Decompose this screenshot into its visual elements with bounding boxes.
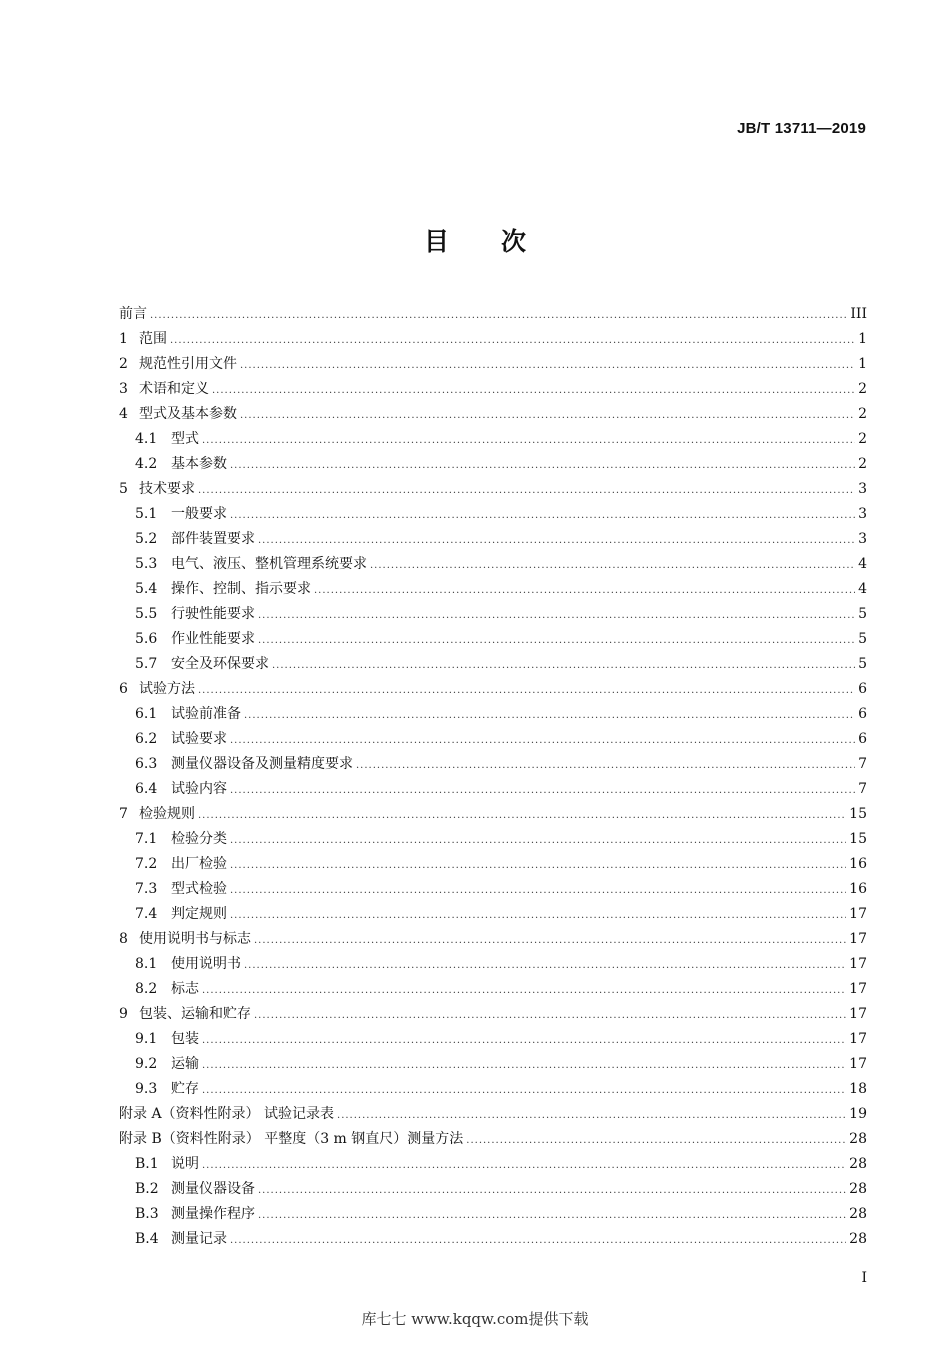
toc-entry-number: 1 xyxy=(119,331,128,347)
toc-entry-label: 出厂检验 xyxy=(171,856,227,872)
toc-leader-dots xyxy=(314,578,855,603)
toc-entry-page: 17 xyxy=(849,931,867,947)
toc-entry-page: 17 xyxy=(849,906,867,922)
toc-entry-page: 15 xyxy=(849,831,867,847)
toc-leader-dots xyxy=(258,628,855,653)
toc-entry-label: 部件装置要求 xyxy=(171,531,255,547)
toc-leader-dots xyxy=(230,853,846,878)
toc-leader-dots xyxy=(254,928,846,953)
toc-entry-number: 5 xyxy=(119,481,128,497)
toc-entry-number: 7.2 xyxy=(135,856,158,872)
toc-entry[interactable] xyxy=(119,702,867,727)
toc-entry-label: 包装 xyxy=(171,1031,199,1047)
toc-leader-dots xyxy=(170,328,855,353)
toc-entry-page: 16 xyxy=(849,881,867,897)
toc-entry-number: 9.3 xyxy=(135,1081,158,1097)
toc-leader-dots xyxy=(230,878,846,903)
toc-entry[interactable] xyxy=(119,1177,867,1202)
toc-entry-page: 28 xyxy=(849,1156,867,1172)
toc-entry[interactable] xyxy=(119,477,867,502)
toc-entry-label: 行驶性能要求 xyxy=(171,606,255,622)
toc-entry[interactable] xyxy=(119,402,867,427)
toc-entry-number: 5.3 xyxy=(135,556,158,572)
toc-leader-dots xyxy=(198,803,846,828)
toc-entry[interactable] xyxy=(119,652,867,677)
toc-entry[interactable] xyxy=(119,302,867,327)
toc-entry-page: 15 xyxy=(849,806,867,822)
toc-leader-dots xyxy=(240,403,855,428)
toc-entry-page: 19 xyxy=(849,1106,867,1122)
toc-leader-dots xyxy=(212,378,855,403)
toc-entry-page: 5 xyxy=(858,631,867,647)
toc-leader-dots xyxy=(258,603,855,628)
toc-entry-page: 28 xyxy=(849,1231,867,1247)
toc-entry[interactable] xyxy=(119,902,867,927)
toc-entry[interactable] xyxy=(119,1077,867,1102)
toc-entry[interactable] xyxy=(119,352,867,377)
toc-leader-dots xyxy=(230,1228,846,1253)
toc-entry-number: 8 xyxy=(119,931,128,947)
toc-entry-label: 电气、液压、整机管理系统要求 xyxy=(171,556,367,572)
toc-entry[interactable] xyxy=(119,1027,867,1052)
toc-entry-label: 基本参数 xyxy=(171,456,227,472)
toc-entry[interactable] xyxy=(119,1152,867,1177)
toc-entry-label: 使用说明书与标志 xyxy=(139,931,251,947)
toc-entry-label: 检验分类 xyxy=(171,831,227,847)
toc-entry[interactable] xyxy=(119,1127,867,1152)
toc-entry-label: 试验要求 xyxy=(171,731,227,747)
toc-leader-dots xyxy=(230,828,846,853)
toc-leader-dots xyxy=(230,778,855,803)
toc-entry[interactable] xyxy=(119,377,867,402)
toc-entry[interactable] xyxy=(119,802,867,827)
toc-leader-dots xyxy=(202,428,855,453)
toc-entry-number: B.1 xyxy=(135,1156,159,1172)
toc-entry[interactable] xyxy=(119,1227,867,1252)
toc-entry-label: 测量仪器设备及测量精度要求 xyxy=(171,756,353,772)
toc-entry-number: 6 xyxy=(119,681,128,697)
toc-entry-number: 3 xyxy=(119,381,128,397)
toc-leader-dots xyxy=(230,453,855,478)
toc-entry-number: 6.2 xyxy=(135,731,158,747)
page-title: 目次 xyxy=(423,227,578,256)
toc-entry-label: 包装、运输和贮存 xyxy=(139,1006,251,1022)
toc-entry-number: 7.1 xyxy=(135,831,158,847)
table-of-contents xyxy=(119,302,867,1252)
toc-entry-page: 1 xyxy=(858,331,867,347)
toc-leader-dots xyxy=(230,728,855,753)
toc-entry-label: 术语和定义 xyxy=(139,381,209,397)
toc-entry[interactable] xyxy=(119,1002,867,1027)
toc-entry-page: 28 xyxy=(849,1181,867,1197)
toc-leader-dots xyxy=(244,703,855,728)
toc-entry[interactable] xyxy=(119,452,867,477)
toc-entry-page: 2 xyxy=(858,406,867,422)
toc-entry-label: 贮存 xyxy=(171,1081,199,1097)
toc-entry-label: 附录 A（资料性附录） 试验记录表 xyxy=(119,1106,335,1122)
toc-leader-dots xyxy=(258,1178,846,1203)
toc-entry-page: 17 xyxy=(849,1006,867,1022)
toc-leader-dots xyxy=(370,553,855,578)
toc-entry-number: 4.1 xyxy=(135,431,158,447)
toc-leader-dots xyxy=(356,753,855,778)
toc-entry-page: 6 xyxy=(858,706,867,722)
toc-entry-page: 17 xyxy=(849,1031,867,1047)
toc-entry[interactable] xyxy=(119,677,867,702)
toc-entry-label: 使用说明书 xyxy=(171,956,241,972)
toc-entry-number: 7.3 xyxy=(135,881,158,897)
toc-entry-label: 范围 xyxy=(139,331,167,347)
toc-entry-number: 9.1 xyxy=(135,1031,158,1047)
toc-leader-dots xyxy=(150,303,847,328)
toc-entry[interactable] xyxy=(119,877,867,902)
toc-entry-label: 测量仪器设备 xyxy=(171,1181,255,1197)
toc-entry-page: 4 xyxy=(858,556,867,572)
toc-entry-label: 操作、控制、指示要求 xyxy=(171,581,311,597)
toc-leader-dots xyxy=(198,478,855,503)
toc-leader-dots xyxy=(202,1028,846,1053)
toc-entry-page: 3 xyxy=(858,481,867,497)
toc-entry[interactable] xyxy=(119,627,867,652)
toc-entry-label: 型式 xyxy=(171,431,199,447)
toc-entry-page: 2 xyxy=(858,456,867,472)
toc-entry[interactable] xyxy=(119,827,867,852)
toc-entry-label: 测量记录 xyxy=(171,1231,227,1247)
toc-entry-page: 17 xyxy=(849,981,867,997)
toc-entry-label: 作业性能要求 xyxy=(171,631,255,647)
toc-leader-dots xyxy=(244,953,846,978)
toc-entry-label: 判定规则 xyxy=(171,906,227,922)
toc-entry-number: 2 xyxy=(119,356,128,372)
toc-leader-dots xyxy=(198,678,855,703)
toc-entry-number: B.4 xyxy=(135,1231,159,1247)
toc-leader-dots xyxy=(337,1103,846,1128)
toc-entry-page: III xyxy=(850,306,867,322)
toc-entry-page: 5 xyxy=(858,606,867,622)
toc-entry-number: 5.4 xyxy=(135,581,158,597)
toc-entry-number: 6.1 xyxy=(135,706,158,722)
toc-entry-page: 16 xyxy=(849,856,867,872)
toc-entry[interactable] xyxy=(119,727,867,752)
toc-entry[interactable] xyxy=(119,977,867,1002)
toc-entry-page: 28 xyxy=(849,1206,867,1222)
toc-entry[interactable] xyxy=(119,327,867,352)
toc-entry-number: 5.2 xyxy=(135,531,158,547)
toc-entry[interactable] xyxy=(119,777,867,802)
toc-entry[interactable] xyxy=(119,552,867,577)
toc-entry-number: 6.4 xyxy=(135,781,158,797)
toc-entry[interactable] xyxy=(119,502,867,527)
toc-leader-dots xyxy=(202,978,846,1003)
toc-entry[interactable] xyxy=(119,577,867,602)
toc-entry-page: 17 xyxy=(849,956,867,972)
toc-entry-label: 说明 xyxy=(171,1156,199,1172)
toc-leader-dots xyxy=(254,1003,846,1028)
toc-entry-page: 17 xyxy=(849,1056,867,1072)
toc-entry-page: 2 xyxy=(858,381,867,397)
toc-entry-number: 9.2 xyxy=(135,1056,158,1072)
toc-entry-number: 5.7 xyxy=(135,656,158,672)
toc-leader-dots xyxy=(240,353,855,378)
toc-entry[interactable] xyxy=(119,427,867,452)
toc-entry-page: 7 xyxy=(858,756,867,772)
toc-leader-dots xyxy=(230,503,855,528)
toc-entry-number: 4 xyxy=(119,406,128,422)
toc-entry[interactable] xyxy=(119,527,867,552)
toc-entry-label: 一般要求 xyxy=(171,506,227,522)
toc-entry-number: 7 xyxy=(119,806,128,822)
toc-entry[interactable] xyxy=(119,927,867,952)
toc-leader-dots xyxy=(202,1053,846,1078)
toc-entry-number: B.2 xyxy=(135,1181,159,1197)
toc-entry-number: 4.2 xyxy=(135,456,158,472)
toc-entry-label: 安全及环保要求 xyxy=(171,656,269,672)
toc-entry-label: 型式及基本参数 xyxy=(139,406,237,422)
page-number: I xyxy=(861,1270,867,1286)
toc-entry-page: 5 xyxy=(858,656,867,672)
toc-entry[interactable] xyxy=(119,1202,867,1227)
toc-leader-dots xyxy=(230,903,846,928)
toc-entry-label: 技术要求 xyxy=(139,481,195,497)
toc-entry-page: 28 xyxy=(849,1131,867,1147)
toc-entry[interactable] xyxy=(119,602,867,627)
toc-entry[interactable] xyxy=(119,952,867,977)
toc-entry-label: 运输 xyxy=(171,1056,199,1072)
toc-entry-number: 9 xyxy=(119,1006,128,1022)
toc-entry-label: 附录 B（资料性附录） 平整度（3 m 钢直尺）测量方法 xyxy=(119,1131,464,1147)
download-footer: 库七七 www.kqqw.com提供下载 xyxy=(361,1310,589,1328)
standard-code: JB/T 13711—2019 xyxy=(737,120,866,137)
toc-entry-label: 试验方法 xyxy=(139,681,195,697)
toc-leader-dots xyxy=(258,1203,846,1228)
toc-entry[interactable] xyxy=(119,1102,867,1127)
toc-entry-label: 检验规则 xyxy=(139,806,195,822)
toc-entry-number: 5.5 xyxy=(135,606,158,622)
toc-entry-number: 8.1 xyxy=(135,956,158,972)
toc-entry-page: 3 xyxy=(858,506,867,522)
toc-entry-number: 5.6 xyxy=(135,631,158,647)
toc-leader-dots xyxy=(202,1153,846,1178)
toc-entry-page: 6 xyxy=(858,681,867,697)
toc-entry-page: 1 xyxy=(858,356,867,372)
toc-entry-number: 6.3 xyxy=(135,756,158,772)
toc-entry-number: 7.4 xyxy=(135,906,158,922)
toc-leader-dots xyxy=(466,1128,846,1153)
toc-entry-number: B.3 xyxy=(135,1206,159,1222)
toc-leader-dots xyxy=(272,653,855,678)
toc-entry[interactable] xyxy=(119,852,867,877)
toc-entry-page: 4 xyxy=(858,581,867,597)
toc-entry-number: 8.2 xyxy=(135,981,158,997)
toc-entry-page: 7 xyxy=(858,781,867,797)
toc-entry-page: 3 xyxy=(858,531,867,547)
toc-entry[interactable] xyxy=(119,1052,867,1077)
toc-entry-page: 6 xyxy=(858,731,867,747)
toc-entry-label: 规范性引用文件 xyxy=(139,356,237,372)
toc-entry-label: 前言 xyxy=(119,306,147,322)
toc-entry-label: 型式检验 xyxy=(171,881,227,897)
toc-entry-label: 测量操作程序 xyxy=(171,1206,255,1222)
toc-entry[interactable] xyxy=(119,752,867,777)
toc-entry-page: 2 xyxy=(858,431,867,447)
toc-entry-number: 5.1 xyxy=(135,506,158,522)
toc-entry-page: 18 xyxy=(849,1081,867,1097)
toc-entry-label: 标志 xyxy=(171,981,199,997)
toc-entry-label: 试验内容 xyxy=(171,781,227,797)
toc-leader-dots xyxy=(258,528,855,553)
toc-entry-label: 试验前准备 xyxy=(171,706,241,722)
toc-leader-dots xyxy=(202,1078,846,1103)
